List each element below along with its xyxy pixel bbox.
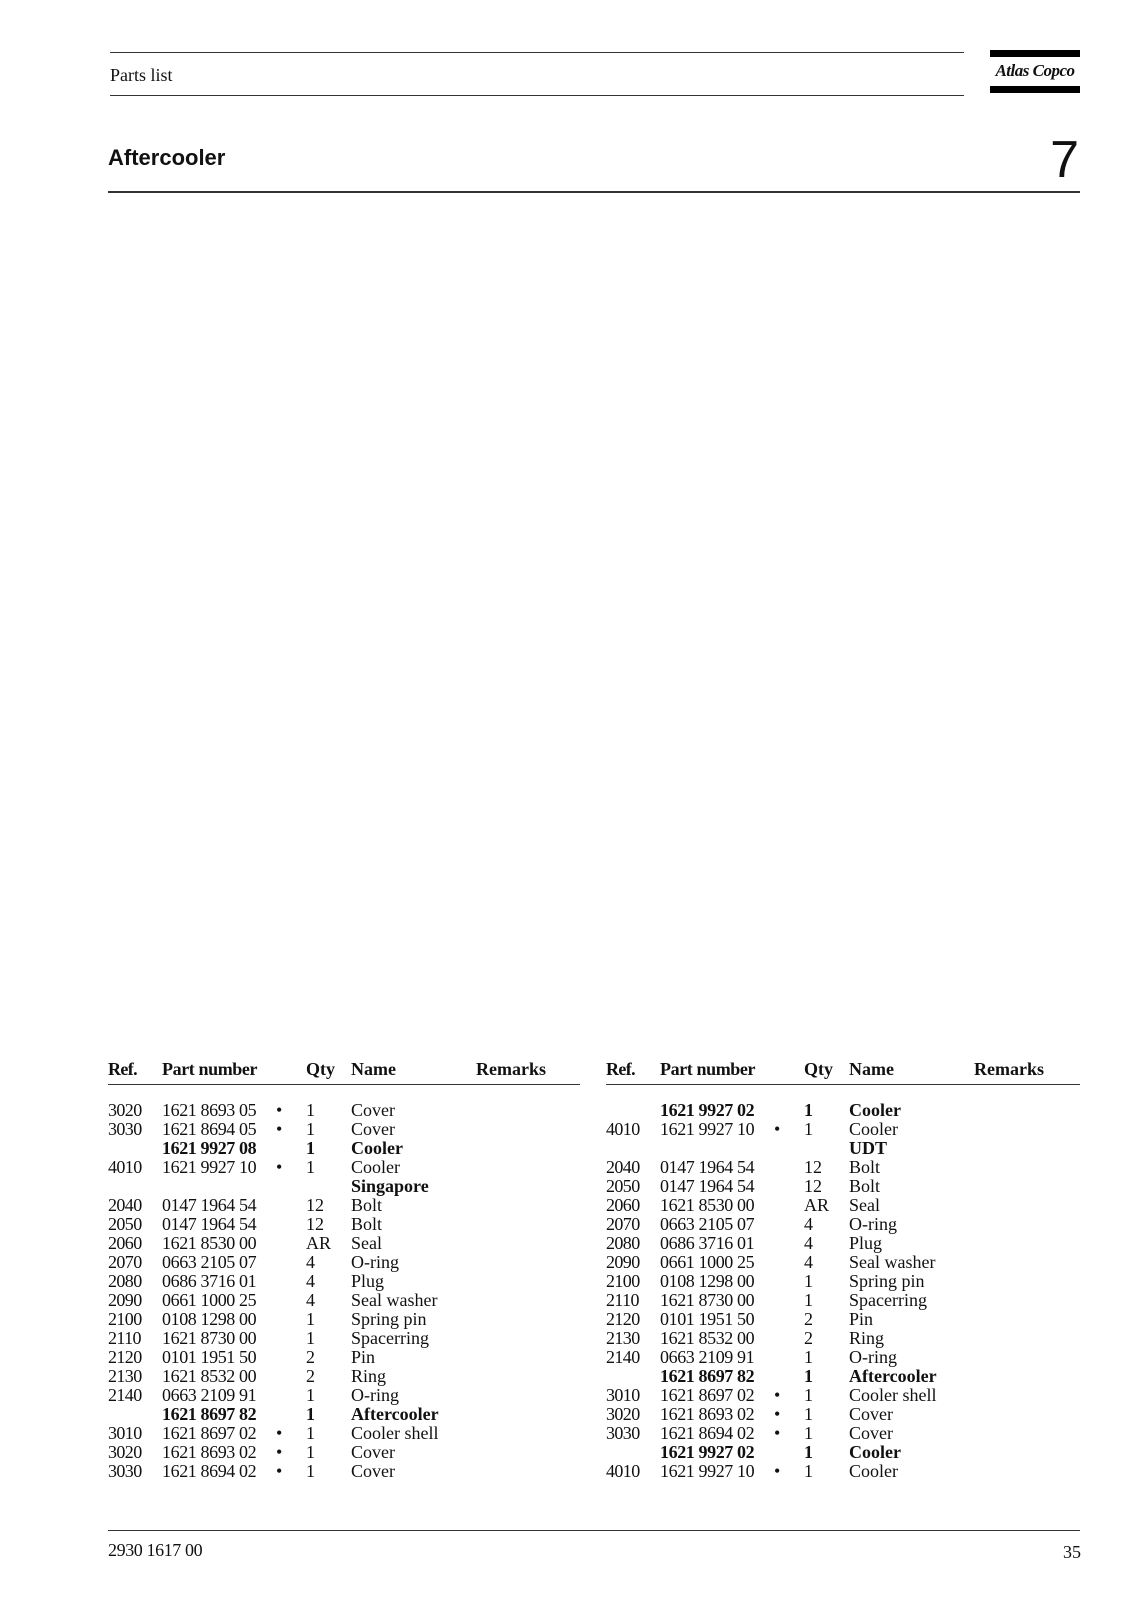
cell-ref: 2120 [108, 1347, 142, 1367]
cell-name: Seal [351, 1233, 382, 1253]
cell-qty: 1 [804, 1366, 813, 1386]
cell-part-number: 1621 8697 02 [162, 1423, 257, 1443]
logo-bar-top [990, 50, 1080, 57]
cell-spare-dot: • [276, 1442, 283, 1462]
cell-ref: 2110 [606, 1290, 639, 1310]
cell-ref: 3010 [108, 1423, 142, 1443]
cell-ref: 2140 [606, 1347, 640, 1367]
cell-part-number: 1621 8694 05 [162, 1119, 257, 1139]
cell-qty: 1 [306, 1157, 315, 1177]
table-row [606, 1462, 1080, 1481]
cell-name: Cooler [849, 1442, 901, 1462]
page-number: 35 [1063, 1542, 1081, 1562]
cell-qty: 4 [804, 1233, 813, 1253]
cell-qty: 1 [306, 1100, 315, 1120]
page-title: Aftercooler [108, 145, 226, 170]
cell-ref: 3020 [108, 1442, 142, 1462]
table-row [108, 1139, 580, 1158]
cell-name: Aftercooler [849, 1366, 937, 1386]
col-remarks-header: Remarks [476, 1059, 546, 1079]
table-row [606, 1310, 1080, 1329]
cell-qty: 1 [306, 1328, 315, 1348]
cell-qty: 1 [804, 1119, 813, 1139]
cell-qty: 4 [306, 1252, 315, 1272]
table-row [108, 1101, 580, 1120]
table-body [606, 1085, 1080, 1481]
table-body [108, 1085, 580, 1481]
cell-name: O-ring [849, 1214, 897, 1234]
cell-qty: 4 [306, 1290, 315, 1310]
cell-part-number: 0661 1000 25 [660, 1252, 755, 1272]
cell-part-number: 1621 9927 08 [162, 1138, 257, 1158]
table-row [606, 1158, 1080, 1177]
table-row [108, 1234, 580, 1253]
cell-part-number: 0663 2105 07 [162, 1252, 257, 1272]
cell-qty: 1 [306, 1385, 315, 1405]
table-row [606, 1424, 1080, 1443]
cell-name: Ring [351, 1366, 387, 1386]
cell-qty: 1 [306, 1138, 315, 1158]
cell-part-number: 1621 8693 02 [660, 1404, 755, 1424]
cell-qty: 12 [804, 1157, 822, 1177]
cell-part-number: 0108 1298 00 [660, 1271, 755, 1291]
cell-name: Bolt [849, 1176, 881, 1196]
cell-qty: 1 [804, 1271, 813, 1291]
col-ref-header: Ref. [606, 1059, 636, 1079]
cell-ref: 2070 [108, 1252, 142, 1272]
cell-spare-dot: • [774, 1461, 781, 1481]
header-bottom-rule [110, 95, 964, 96]
cell-qty: 1 [804, 1100, 813, 1120]
table-row [606, 1120, 1080, 1139]
cell-name: Bolt [351, 1214, 383, 1234]
cell-ref: 2120 [606, 1309, 640, 1329]
cell-qty: 1 [306, 1461, 315, 1481]
cell-part-number: 0147 1964 54 [660, 1157, 755, 1177]
cell-qty: 1 [804, 1442, 813, 1462]
cell-ref: 2050 [108, 1214, 142, 1234]
cell-spare-dot: • [774, 1119, 781, 1139]
cell-name: O-ring [351, 1385, 399, 1405]
table-row [108, 1120, 580, 1139]
table-row [108, 1386, 580, 1405]
cell-spare-dot: • [774, 1404, 781, 1424]
cell-name: Plug [849, 1233, 883, 1253]
col-part-header: Part number [162, 1059, 258, 1079]
col-qty-header: Qty [306, 1059, 335, 1079]
cell-part-number: 1621 8697 82 [162, 1404, 257, 1424]
chapter-number: 7 [1050, 131, 1079, 189]
cell-name: Seal [849, 1195, 880, 1215]
cell-name: Aftercooler [351, 1404, 439, 1424]
table-row [606, 1272, 1080, 1291]
cell-qty: 4 [804, 1214, 813, 1234]
parts-table-right [606, 1060, 1080, 1481]
cell-qty: AR [306, 1233, 332, 1253]
cell-part-number: 1621 9927 02 [660, 1100, 755, 1120]
table-row [108, 1215, 580, 1234]
cell-name: UDT [849, 1138, 888, 1158]
cell-part-number: 1621 8730 00 [162, 1328, 257, 1348]
cell-part-number: 0147 1964 54 [162, 1214, 257, 1234]
cell-part-number: 1621 8530 00 [162, 1233, 257, 1253]
cell-ref: 2140 [108, 1385, 142, 1405]
cell-ref: 4010 [606, 1461, 640, 1481]
table-row [108, 1253, 580, 1272]
cell-ref: 3020 [606, 1404, 640, 1424]
cell-name: Spacerring [351, 1328, 429, 1348]
cell-spare-dot: • [774, 1423, 781, 1443]
cell-part-number: 0663 2109 91 [660, 1347, 755, 1367]
cell-ref: 4010 [606, 1119, 640, 1139]
cell-name: Cover [351, 1442, 395, 1462]
cell-part-number: 0663 2105 07 [660, 1214, 755, 1234]
table-row [606, 1196, 1080, 1215]
cell-name: Bolt [849, 1157, 881, 1177]
col-name-header: Name [351, 1059, 396, 1079]
table-header [108, 1060, 580, 1085]
table-row [606, 1405, 1080, 1424]
table-row [606, 1329, 1080, 1348]
cell-part-number: 1621 9927 10 [660, 1119, 755, 1139]
cell-part-number: 1621 8697 82 [660, 1366, 755, 1386]
cell-spare-dot: • [276, 1423, 283, 1443]
title-rule [108, 191, 1080, 193]
cell-qty: 1 [804, 1385, 813, 1405]
cell-qty: 1 [306, 1404, 315, 1424]
cell-name: Cooler shell [351, 1423, 439, 1443]
cell-name: Cooler [351, 1157, 400, 1177]
cell-name: Ring [849, 1328, 885, 1348]
cell-ref: 2090 [108, 1290, 142, 1310]
cell-part-number: 1621 8530 00 [660, 1195, 755, 1215]
cell-name: O-ring [351, 1252, 399, 1272]
table-row [108, 1424, 580, 1443]
cell-name: Bolt [351, 1195, 383, 1215]
col-ref-header: Ref. [108, 1059, 138, 1079]
cell-ref: 2040 [606, 1157, 640, 1177]
logo-bar-bottom [990, 86, 1080, 93]
cell-qty: 12 [306, 1214, 324, 1234]
cell-ref: 2100 [606, 1271, 640, 1291]
cell-name: Cooler shell [849, 1385, 937, 1405]
cell-ref: 2130 [108, 1366, 142, 1386]
cell-qty: 1 [306, 1442, 315, 1462]
cell-part-number: 1621 8532 00 [660, 1328, 755, 1348]
cell-spare-dot: • [774, 1385, 781, 1405]
cell-ref: 3030 [108, 1119, 142, 1139]
cell-qty: 2 [306, 1347, 315, 1367]
table-row [108, 1196, 580, 1215]
cell-spare-dot: • [276, 1157, 283, 1177]
cell-ref: 2070 [606, 1214, 640, 1234]
cell-ref: 2110 [108, 1328, 141, 1348]
table-row [108, 1443, 580, 1462]
cell-name: Cooler [351, 1138, 403, 1158]
cell-qty: 4 [804, 1252, 813, 1272]
table-row [606, 1291, 1080, 1310]
table-row [606, 1367, 1080, 1386]
cell-name: Singapore [351, 1176, 429, 1196]
cell-part-number: 0663 2109 91 [162, 1385, 257, 1405]
cell-spare-dot: • [276, 1119, 283, 1139]
table-row [108, 1329, 580, 1348]
cell-part-number: 0147 1964 54 [660, 1176, 755, 1196]
table-row [108, 1272, 580, 1291]
table-row [108, 1310, 580, 1329]
cell-name: Cover [849, 1404, 893, 1424]
header-top-rule [110, 52, 964, 53]
cell-ref: 2080 [606, 1233, 640, 1253]
cell-ref: 3030 [108, 1461, 142, 1481]
footer-rule [108, 1530, 1080, 1531]
table-row [108, 1367, 580, 1386]
cell-ref: 2050 [606, 1176, 640, 1196]
cell-ref: 3020 [108, 1100, 142, 1120]
cell-part-number: 1621 8694 02 [162, 1461, 257, 1481]
cell-part-number: 0108 1298 00 [162, 1309, 257, 1329]
table-row [108, 1348, 580, 1367]
cell-ref: 3010 [606, 1385, 640, 1405]
table-row [606, 1101, 1080, 1120]
cell-qty: 2 [804, 1328, 813, 1348]
cell-name: Seal washer [849, 1252, 936, 1272]
document-number: 2930 1617 00 [108, 1540, 203, 1560]
cell-qty: 1 [804, 1404, 813, 1424]
col-remarks-header: Remarks [974, 1059, 1044, 1079]
cell-qty: 1 [804, 1423, 813, 1443]
cell-part-number: 1621 8694 02 [660, 1423, 755, 1443]
cell-name: Spacerring [849, 1290, 927, 1310]
cell-qty: 1 [306, 1309, 315, 1329]
cell-part-number: 0661 1000 25 [162, 1290, 257, 1310]
cell-part-number: 1621 8532 00 [162, 1366, 257, 1386]
cell-ref: 2100 [108, 1309, 142, 1329]
cell-qty: 1 [804, 1290, 813, 1310]
parts-table-left [108, 1060, 580, 1481]
cell-part-number: 1621 9927 02 [660, 1442, 755, 1462]
atlas-copco-logo [990, 50, 1080, 93]
cell-part-number: 1621 8693 05 [162, 1100, 257, 1120]
cell-name: Cover [351, 1100, 395, 1120]
cell-qty: 2 [804, 1309, 813, 1329]
table-row [606, 1139, 1080, 1158]
table-row [606, 1348, 1080, 1367]
cell-qty: 1 [306, 1423, 315, 1443]
cell-name: Seal washer [351, 1290, 438, 1310]
table-row [108, 1462, 580, 1481]
cell-name: Cooler [849, 1461, 898, 1481]
cell-name: Spring pin [351, 1309, 427, 1329]
table-row [606, 1177, 1080, 1196]
cell-name: Cover [351, 1461, 395, 1481]
cell-part-number: 0686 3716 01 [660, 1233, 755, 1253]
table-row [108, 1405, 580, 1424]
cell-name: Cover [351, 1119, 395, 1139]
cell-name: O-ring [849, 1347, 897, 1367]
table-row [606, 1215, 1080, 1234]
cell-ref: 2080 [108, 1271, 142, 1291]
cell-ref: 2060 [606, 1195, 640, 1215]
cell-ref: 2090 [606, 1252, 640, 1272]
table-row [108, 1291, 580, 1310]
cell-part-number: 0686 3716 01 [162, 1271, 257, 1291]
col-name-header: Name [849, 1059, 894, 1079]
logo-text: Atlas Copco [995, 61, 1075, 80]
cell-ref: 2130 [606, 1328, 640, 1348]
cell-ref: 4010 [108, 1157, 142, 1177]
cell-part-number: 1621 9927 10 [162, 1157, 257, 1177]
cell-ref: 3030 [606, 1423, 640, 1443]
cell-spare-dot: • [276, 1461, 283, 1481]
table-row [108, 1177, 580, 1196]
table-row [606, 1443, 1080, 1462]
table-row [108, 1158, 580, 1177]
cell-qty: 1 [804, 1347, 813, 1367]
cell-name: Plug [351, 1271, 385, 1291]
header-label: Parts list [110, 65, 173, 85]
col-part-header: Part number [660, 1059, 756, 1079]
table-header [606, 1060, 1080, 1085]
cell-qty: 1 [804, 1461, 813, 1481]
col-qty-header: Qty [804, 1059, 833, 1079]
table-row [606, 1386, 1080, 1405]
cell-qty: 2 [306, 1366, 315, 1386]
cell-qty: 12 [306, 1195, 324, 1215]
cell-part-number: 0101 1951 50 [162, 1347, 257, 1367]
cell-name: Cover [849, 1423, 893, 1443]
cell-name: Cooler [849, 1100, 901, 1120]
cell-name: Pin [351, 1347, 376, 1367]
table-row [606, 1253, 1080, 1272]
cell-qty: AR [804, 1195, 830, 1215]
cell-part-number: 1621 8697 02 [660, 1385, 755, 1405]
cell-ref: 2060 [108, 1233, 142, 1253]
table-row [606, 1234, 1080, 1253]
cell-qty: 4 [306, 1271, 315, 1291]
cell-ref: 2040 [108, 1195, 142, 1215]
cell-part-number: 0147 1964 54 [162, 1195, 257, 1215]
cell-part-number: 0101 1951 50 [660, 1309, 755, 1329]
cell-name: Pin [849, 1309, 874, 1329]
cell-part-number: 1621 8693 02 [162, 1442, 257, 1462]
cell-qty: 12 [804, 1176, 822, 1196]
cell-part-number: 1621 8730 00 [660, 1290, 755, 1310]
cell-name: Cooler [849, 1119, 898, 1139]
cell-qty: 1 [306, 1119, 315, 1139]
cell-part-number: 1621 9927 10 [660, 1461, 755, 1481]
cell-spare-dot: • [276, 1100, 283, 1120]
cell-name: Spring pin [849, 1271, 925, 1291]
